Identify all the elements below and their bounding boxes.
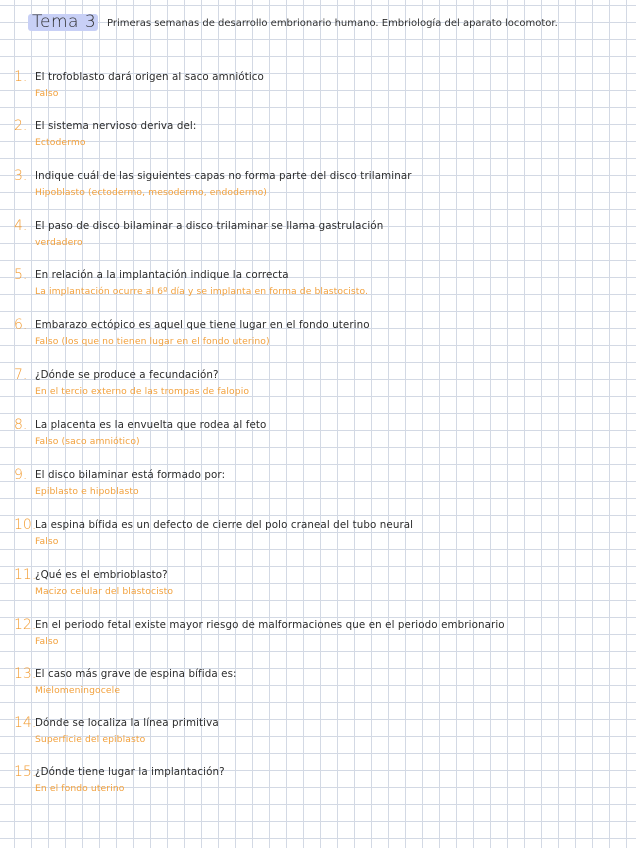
- question-item: [14, 118, 624, 156]
- question-answer: Ectodermo: [35, 137, 86, 148]
- page-header: [28, 12, 628, 36]
- question-answer: verdadero: [35, 237, 83, 248]
- question-answer: En el tercio externo de las trompas de falopio: [35, 386, 250, 397]
- question-text: Indique cuál de las siguientes capas no forma parte del disco trilaminar: [35, 170, 412, 182]
- question-answer: Superficie del epiblasto: [35, 734, 146, 745]
- question-text: Dónde se localiza la línea primitiva: [35, 717, 219, 729]
- question-item: [14, 168, 624, 206]
- question-item: [14, 715, 624, 753]
- question-answer: Macizo celular del blastocisto: [35, 586, 174, 597]
- question-number: 9.: [14, 467, 28, 483]
- question-text: La placenta es la envuelta que rodea al feto: [35, 419, 267, 431]
- question-number: 13.: [14, 666, 37, 682]
- question-text: El paso de disco bilaminar a disco trilaminar se llama gastrulación: [35, 220, 384, 232]
- question-item: [14, 467, 624, 505]
- question-item: [14, 764, 624, 802]
- question-item: [14, 317, 624, 355]
- question-text: ¿Dónde se produce a fecundación?: [35, 369, 219, 381]
- question-answer: La implantación ocurre al 6º día y se implanta en forma de blastocisto.: [35, 286, 369, 297]
- question-text: El sistema nervioso deriva del:: [35, 120, 197, 132]
- question-answer: Hipoblasto (ectodermo, mesodermo, endodermo): [35, 187, 267, 198]
- question-text: En el periodo fetal existe mayor riesgo de malformaciones que en el periodo embrionario: [35, 619, 505, 631]
- question-item: [14, 367, 624, 405]
- question-item: [14, 267, 624, 305]
- page-title: Primeras semanas de desarrollo embrionario humano. Embriología del aparato locomotor.: [107, 18, 558, 29]
- question-answer: Falso: [35, 88, 59, 99]
- question-number: 4.: [14, 218, 28, 234]
- question-number: 10.: [14, 517, 37, 533]
- question-number: 12.: [14, 617, 37, 633]
- question-answer: Epiblasto e hipoblasto: [35, 486, 139, 497]
- question-number: 15.: [14, 764, 37, 780]
- question-item: [14, 617, 624, 655]
- question-item: [14, 517, 624, 555]
- question-item: [14, 218, 624, 256]
- question-item: [14, 417, 624, 455]
- question-number: 5.: [14, 267, 28, 283]
- question-answer: En el fondo uterino: [35, 783, 125, 794]
- question-answer: Falso: [35, 636, 59, 647]
- question-text: Embarazo ectópico es aquel que tiene lugar en el fondo uterino: [35, 319, 370, 331]
- question-text: ¿Qué es el embrioblasto?: [35, 569, 168, 581]
- tema-label: Tema 3: [32, 12, 97, 32]
- question-text: El trofoblasto dará origen al saco amniótico: [35, 71, 264, 83]
- question-number: 8.: [14, 417, 28, 433]
- question-item: [14, 666, 624, 704]
- question-number: 3.: [14, 168, 28, 184]
- question-text: La espina bífida es un defecto de cierre del polo craneal del tubo neural: [35, 519, 414, 531]
- question-number: 2.: [14, 118, 28, 134]
- question-text: El caso más grave de espina bífida es:: [35, 668, 237, 680]
- question-number: 11.: [14, 567, 37, 583]
- question-number: 6.: [14, 317, 28, 333]
- question-answer: Falso (saco amniótico): [35, 436, 140, 447]
- question-answer: Falso: [35, 536, 59, 547]
- question-item: [14, 69, 624, 107]
- question-item: [14, 567, 624, 605]
- question-answer: Falso (los que no tienen lugar en el fondo uterino): [35, 336, 270, 347]
- question-number: 7.: [14, 367, 28, 383]
- question-text: En relación a la implantación indique la correcta: [35, 269, 289, 281]
- question-text: ¿Dónde tiene lugar la implantación?: [35, 766, 225, 778]
- question-text: El disco bilaminar está formado por:: [35, 469, 226, 481]
- question-number: 1.: [14, 69, 28, 85]
- question-answer: Mielomeningocele: [35, 685, 121, 696]
- question-number: 14.: [14, 715, 37, 731]
